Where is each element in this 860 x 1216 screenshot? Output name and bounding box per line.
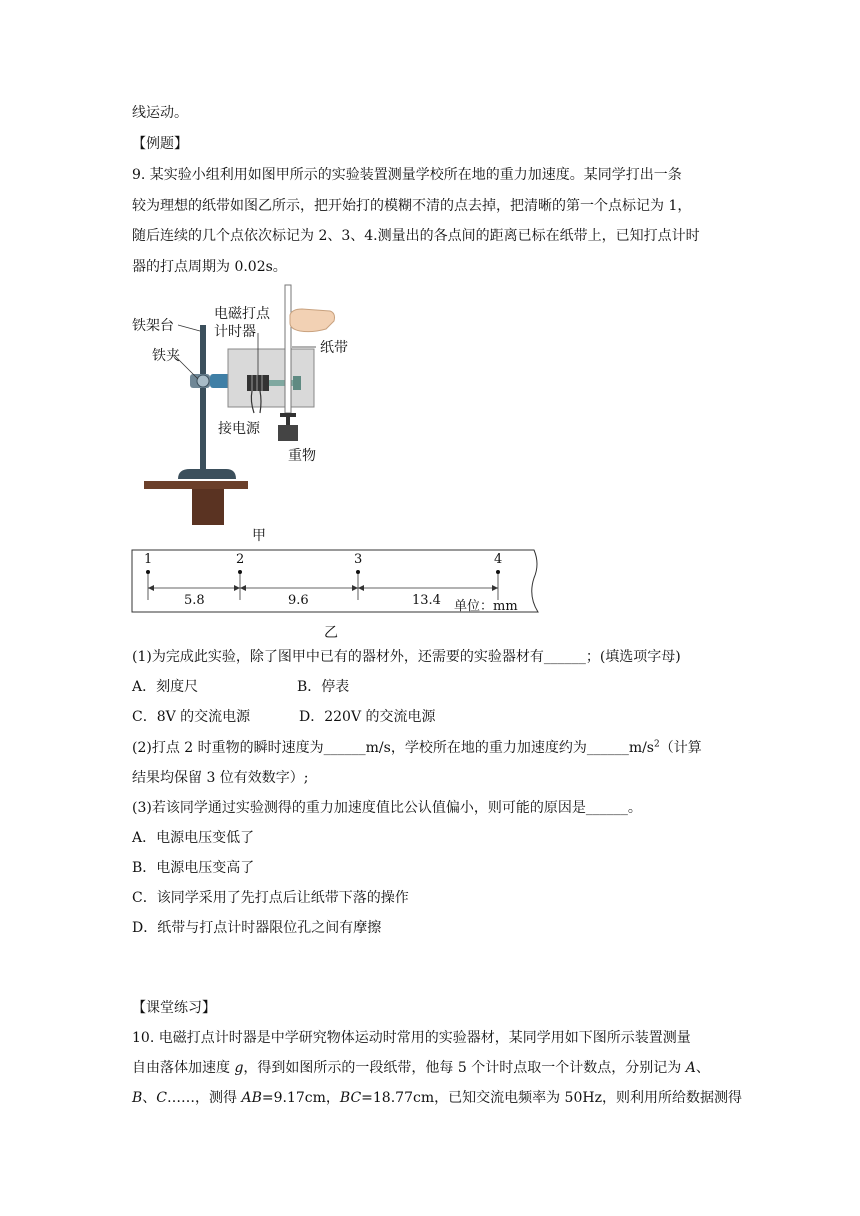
tape-dot: [238, 570, 242, 574]
variable-ab: AB: [241, 1090, 262, 1106]
question-2-line-1: [132, 738, 702, 758]
table-leg: [192, 489, 224, 525]
clamp-label: 铁夹: [152, 348, 180, 364]
stand-pointer: [178, 325, 200, 331]
weight-hook: [280, 413, 296, 417]
tape-dot: [496, 570, 500, 574]
figure-caption-b: 乙: [324, 625, 338, 641]
point-label-1: 1: [144, 552, 153, 567]
clamp-screw: [197, 375, 209, 387]
option-3c: C．该同学采用了先打点后让纸带下落的操作: [132, 890, 409, 906]
point-label-4: 4: [494, 552, 503, 567]
stand-label: 铁架台: [132, 318, 174, 334]
problem-9-line-2: 较为理想的纸带如图乙所示，把开始打的模糊不清的点去掉，把清晰的第一个点标记为 1，: [132, 198, 692, 214]
table-top: [144, 481, 248, 489]
option-1c: C．8V 的交流电源: [132, 709, 251, 725]
question-1: (1)为完成此实验，除了图甲中已有的器材外，还需要的实验器材有______；(填选项字母): [132, 649, 681, 665]
timer-coil: [247, 375, 269, 391]
section-heading-example: 【例题】: [132, 136, 188, 152]
figure-paper-tape: [128, 548, 548, 642]
limit-hole: [293, 376, 301, 390]
variable-g: g: [234, 1060, 244, 1076]
variable-a: A: [685, 1060, 696, 1076]
distance-3-4: 13.4: [412, 593, 441, 608]
problem-10-line-2: [132, 1058, 710, 1078]
tape-label: 纸带: [320, 340, 348, 356]
text-span: 自由落体加速度: [132, 1060, 235, 1076]
paper-tape: [285, 285, 291, 413]
option-1a: A．刻度尺: [132, 679, 199, 695]
variable-b: B: [132, 1090, 143, 1106]
section-heading-practice: 【课堂练习】: [132, 1000, 216, 1016]
weight-rod: [286, 417, 290, 425]
question-3: (3)若该同学通过实验测得的重力加速度值比公认值偏小，则可能的原因是______。: [132, 800, 642, 816]
text-span: =18.77cm，已知交流电频率为 50Hz，则利用所给数据测得: [361, 1090, 742, 1106]
figure-apparatus: [130, 283, 370, 545]
timer-label-line-1: 电磁打点: [214, 306, 270, 322]
point-label-2: 2: [236, 552, 245, 567]
option-1d: D．220V 的交流电源: [299, 709, 436, 725]
point-label-3: 3: [354, 552, 363, 567]
text-span: ……，测得: [167, 1090, 242, 1106]
option-3d: D．纸带与打点计时器限位孔之间有摩擦: [132, 920, 382, 936]
option-3b: B．电源电压变高了: [132, 860, 255, 876]
text-span: =9.17cm，: [261, 1090, 340, 1106]
text-span: 、: [142, 1090, 157, 1106]
option-3a: A．电源电压变低了: [132, 830, 255, 846]
option-1b: B．停表: [297, 679, 350, 695]
problem-10-line-3: [132, 1088, 742, 1108]
unit-label: 单位：mm: [454, 599, 518, 614]
distance-2-3: 9.6: [288, 593, 309, 608]
tape-dot: [146, 570, 150, 574]
tape-dot: [356, 570, 360, 574]
hand-icon: [290, 309, 335, 332]
timer-box: [228, 349, 314, 407]
question-2-line-2: 结果均保留 3 位有效数字）;: [132, 770, 309, 786]
variable-c: C: [156, 1090, 168, 1106]
distance-1-2: 5.8: [184, 593, 205, 608]
problem-10-line-1: 10. 电磁打点计时器是中学研究物体运动时常用的实验器材，某同学用如下图所示装置测量: [132, 1030, 691, 1046]
superscript-2: 2: [654, 739, 660, 750]
figure-caption-a: 甲: [252, 528, 266, 544]
question-2-text: (2)打点 2 时重物的瞬时速度为______m/s，学校所在地的重力加速度约为______m/s: [132, 740, 654, 756]
timer-label-line-2: 计时器: [214, 324, 256, 340]
power-label: 接电源: [218, 421, 260, 437]
problem-9-line-1: 9. 某实验小组利用如图甲所示的实验装置测量学校所在地的重力加速度。某同学打出一条: [132, 167, 682, 183]
text-span: 、: [695, 1060, 710, 1076]
question-2-note: （计算: [659, 740, 702, 756]
variable-bc: BC: [339, 1090, 362, 1106]
weight-label: 重物: [288, 448, 316, 464]
problem-9-line-3: 随后连续的几个点依次标记为 2、3、4.测量出的各点间的距离已标在纸带上，已知打点计时: [132, 228, 700, 244]
stand-pole: [200, 325, 206, 471]
stand-base: [178, 469, 236, 479]
problem-9-line-4: 器的打点周期为 0.02s。: [132, 259, 287, 275]
text-span: ，得到如图所示的一段纸带，他每 5 个计时点取一个计数点，分别记为: [243, 1060, 686, 1076]
weight-block: [278, 425, 298, 441]
text-line: 线运动。: [132, 105, 188, 121]
